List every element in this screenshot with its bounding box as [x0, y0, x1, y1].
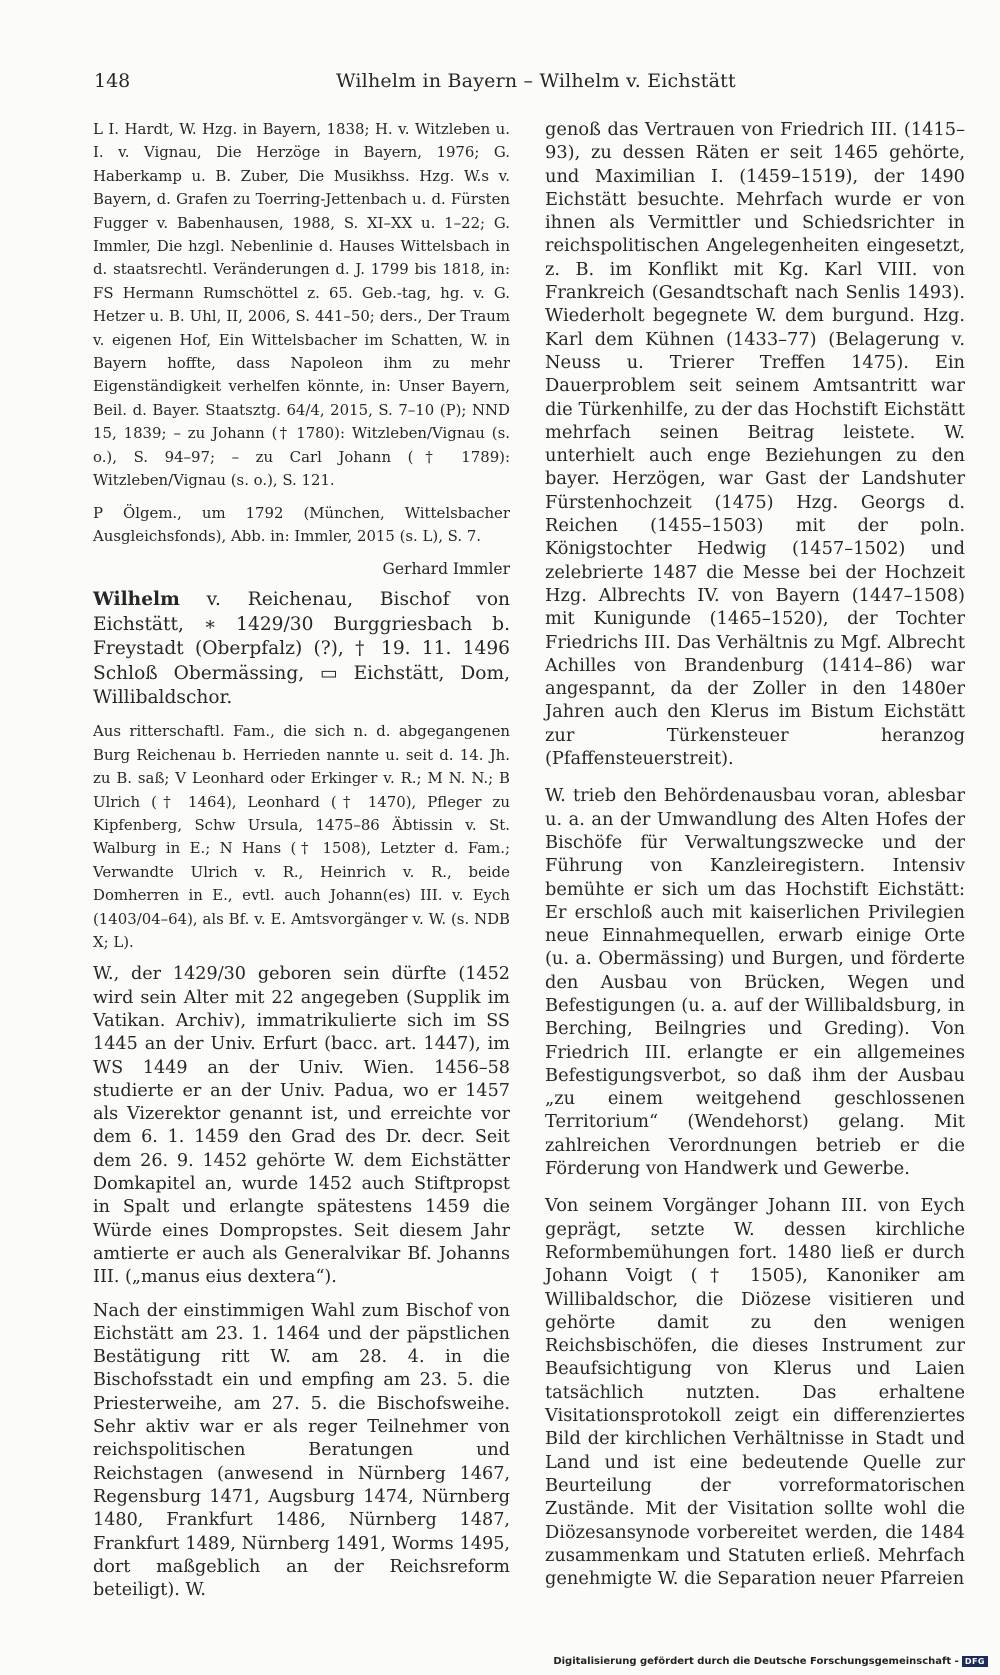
entry-heading-details: v. Reichenau, Bischof von Eichstätt, ∗ 1429/30 Burggriesbach b. Freystadt (Oberpfalz) (?), † 19. 11. 1496 Schloß Obermässing, ▭ Eichstätt, Dom, Willibaldschor.	[93, 589, 510, 708]
body-paragraph: W., der 1429/30 geboren sein dürfte (1452 wird sein Alter mit 22 angegeben (Supplik im Vatikan. Archiv), immatrikulierte sich im SS 1445 an der Univ. Erfurt (bacc. art. 1447), im WS 1449 an der Univ. Wien. 1456–58 studierte er an der Univ. Padua, wo er 1457 als Vizerektor genannt ist, und erreichte vor dem 6. 1. 1459 den Grad des Dr. decr. Seit dem 26. 9. 1452 gehörte W. dem Eichstätter Domkapitel an, wurde 1452 auch Stiftpropst in Spalt und erlangte spätestens 1459 die Würde eines Dompropstes. Seit diesem Jahr amtierte er auch als Generalvikar Bf. Johanns III. („manus eius dextera“).	[93, 964, 510, 1288]
digitization-footer	[553, 1656, 988, 1667]
footer-text: Digitalisierung gefördert durch die Deutsche Forschungsgemeinschaft -	[553, 1656, 959, 1667]
portrait-paragraph: P Ölgem., um 1792 (München, Wittelsbacher Ausgleichsfonds), Abb. in: Immler, 2015 (s. L), S. 7.	[93, 503, 510, 545]
dfg-logo: DFG	[962, 1656, 988, 1667]
page-number: 148	[94, 70, 131, 92]
running-title: Wilhelm in Bayern – Wilhelm v. Eichstätt	[336, 70, 736, 92]
body-paragraph: genoß das Vertrauen von Friedrich III. (1415–93), zu dessen Räten er seit 1465 gehörte, und Maximilian I. (1459–1519), der 1490 Eichstätt besuchte. Mehrfach wurde er von ihnen als Vermittler und Schiedsrichter in reichspolitischen Angelegenheiten eingesetzt, z. B. im Konflikt mit Kg. Karl VIII. von Frankreich (Gesandtschaft nach Senlis 1493). Wiederholt begegnete W. dem burgund. Hzg. Karl dem Kühnen (1433–77) (Belagerung v. Neuss u. Trierer Treffen 1475). Ein Dauerproblem seit seinem Amtsantritt war die Türkenhilfe, zu der das Hochstift Eichstätt mehrfach seinen Beitrag leistete. W. unterhielt auch enge Beziehungen zu den bayer. Herzögen, war Gast der Landshuter Fürstenhochzeit (1475) Hzg. Georgs d. Reichen (1455–1503) mit der poln. Königstochter Hedwig (1457–1502) und zelebrierte 1487 die Messe bei der Hochzeit Hzg. Albrechts IV. von Bayern (1447–1508) mit Kunigunde (1465–1520), der Tochter Friedrichs III. Das Verhältnis zu Mgf. Albrecht Achilles von Brandenburg (1414–86) war angespannt, da der Zoller in den 1480er Jahren auch den Klerus im Bistum Eichstätt zur Türkensteuer heranzog (Pfaffensteuerstreit).	[545, 119, 965, 770]
genealogy-paragraph: Aus ritterschaftl. Fam., die sich n. d. abgegangenen Burg Reichenau b. Herrieden nannte u. seit d. 14. Jh. zu B. saß; V Leonhard oder Erkinger v. R.; M N. N.; B Ulrich († 1464), Leonhard († 1470), Pfleger zu Kipfenberg, Schw Ursula, 1475–86 Äbtissin v. St. Walburg in E.; N Hans († 1508), Letzter d. Fam.; Verwandte Ulrich v. R., Heinrich v. R., beide Domherren in E., evtl. auch Johann(es) III. v. Eych (1403/04–64), als Bf. v. E. Amtsvorgänger v. W. (s. NDB X; L).	[93, 722, 510, 951]
body-paragraph: Von seinem Vorgänger Johann III. von Eych geprägt, setzte W. dessen kirchliche Reformbemühungen fort. 1480 ließ er durch Johann Voigt († 1505), Kanoniker am Willibaldschor, die Diözese visitieren und gehörte damit zu den wenigen Reichsbischöfen, die dieses Instrument zur Beaufsichtigung von Klerus und Laien tatsächlich nutzten. Das erhaltene Visitationsprotokoll zeigt ein differenziertes Bild der kirchlichen Verhältnisse in Stadt und Land und ist eine bedeutende Quelle zur Beurteilung der vorreformatorischen Zustände. Mit der Visitation sollte wohl die Diözesansynode vorbereitet werden, die 1484 zusammenkam und Statuten erließ. Mehrfach genehmigte W. die Separation neuer Pfarreien	[545, 1195, 965, 1590]
right-column	[545, 118, 965, 1604]
author-signature: Gerhard Immler	[382, 560, 510, 579]
literature-paragraph: L I. Hardt, W. Hzg. in Bayern, 1838; H. v. Witzleben u. I. v. Vignau, Die Herzöge in Bayern, 1976; G. Haberkamp u. B. Zuber, Die Musikhss. Hzg. W.s v. Bayern, d. Grafen zu Toerring-Jettenbach u. d. Fürsten Fugger v. Babenhausen, 1988, S. XI–XX u. 1–22; G. Immler, Die hzgl. Nebenlinie d. Hauses Wittelsbach in d. staatsrechtl. Veränderungen d. J. 1799 bis 1818, in: FS Hermann Rumschöttel z. 65. Geb.-tag, hg. v. G. Hetzer u. B. Uhl, II, 2006, S. 441–50; ders., Der Traum v. eigenen Hof, Ein Wittelsbacher im Schatten, W. in Bayern hoffte, dass Napoleon ihm zu mehr Eigenständigkeit verhelfen könnte, in: Unser Bayern, Beil. d. Bayer. Staatsztg. 64/4, 2015, S. 7–10 (P); NND 15, 1839; – zu Johann († 1780): Witzleben/Vignau (s. o.), S. 94–97; – zu Carl Johann († 1789): Witzleben/Vignau (s. o.), S. 121.	[93, 120, 510, 490]
left-column	[93, 118, 510, 1612]
body-paragraph: Nach der einstimmigen Wahl zum Bischof von Eichstätt am 23. 1. 1464 und der päpstlichen Bestätigung ritt W. am 28. 4. in die Bischofsstadt ein und empfing am 23. 5. die Priesterweihe, am 27. 5. die Bischofsweihe. Sehr aktiv war er als reger Teilnehmer von reichspolitischen Beratungen und Reichstagen (anwesend in Nürnberg 1467, Regensburg 1471, Augsburg 1474, Nürnberg 1480, Frankfurt 1486, Nürnberg 1487, Frankfurt 1489, Nürnberg 1491, Worms 1495, dort maßgeblich an der Reichsreform beteiligt). W.	[93, 1300, 510, 1601]
entry-heading	[93, 588, 510, 710]
body-paragraph: W. trieb den Behördenausbau voran, ablesbar u. a. an der Umwandlung des Alten Hofes der Bischöfe für Verwaltungszwecke und der Führung von Kanzleiregistern. Intensiv bemühte er sich um das Hochstift Eichstätt: Er erschloß auch mit kaiserlichen Privilegien neue Einnahmequellen, erwarb einige Orte (u. a. Obermässing) und Burgen, und förderte den Ausbau von Brücken, Wegen und Befestigungen (u. a. auf der Willibaldsburg, in Berching, Beilngries und Greding). Von Friedrich III. erlangte er ein allgemeines Befestigungsverbot, so daß ihm der Ausbau „zu einem weitgehend geschlossenen Territorium“ (Wendehorst) gelang. Mit zahlreichen Verordnungen betrieb er die Förderung von Handwerk und Gewerbe.	[545, 785, 965, 1180]
entry-name: Wilhelm	[93, 589, 180, 611]
